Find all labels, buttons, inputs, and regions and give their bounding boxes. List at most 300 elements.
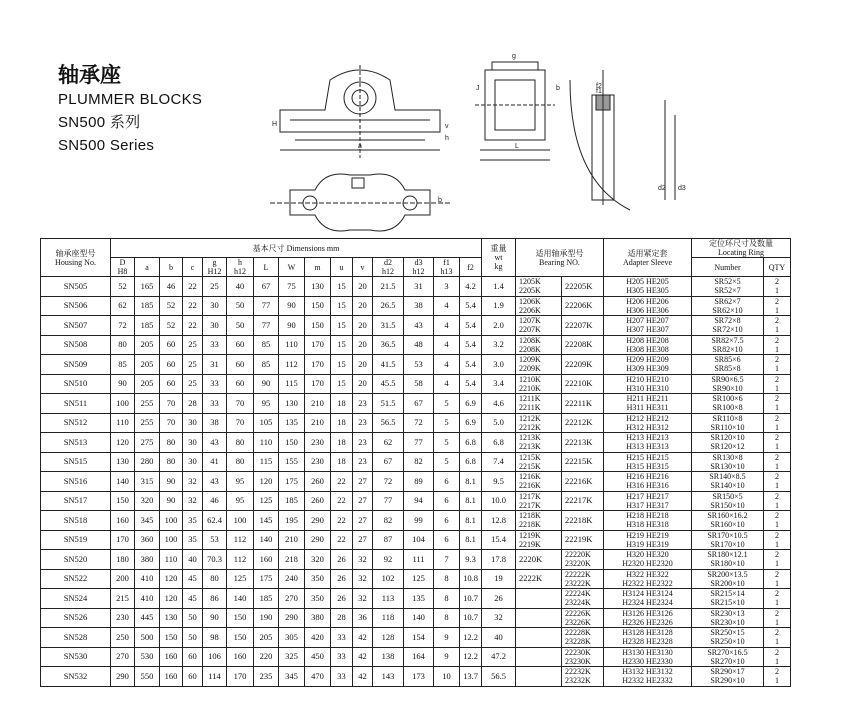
weight-cell: 40: [482, 628, 516, 648]
dim-cell: 530: [135, 647, 160, 667]
dim-cell: 6.9: [460, 394, 482, 414]
dim-cell: 9.3: [460, 550, 482, 570]
dim-cell: 15: [331, 355, 353, 375]
dim-cell: 112: [279, 355, 305, 375]
dim-cell: 50: [227, 316, 254, 336]
dim-cell: 33: [203, 394, 227, 414]
dim-cell: 140: [404, 608, 434, 628]
label-g: g: [512, 53, 516, 60]
table-row: [41, 433, 791, 453]
label-side-b: b: [556, 85, 560, 92]
dim-cell: 77: [254, 296, 279, 316]
dim-cell: 41.5: [373, 355, 404, 375]
label-a: a: [358, 143, 362, 150]
housing-no-cell: SN511: [41, 394, 111, 414]
bearing-cell: [516, 628, 562, 648]
series-english: SN500 Series: [58, 137, 155, 154]
dim-cell: 27: [353, 511, 373, 531]
dim-cell: 550: [135, 667, 160, 687]
dim-cell: 45: [183, 589, 203, 609]
ring-number-cell: SR270×16.5 SR270×10: [692, 647, 764, 667]
ring-number-cell: SR130×8 SR130×10: [692, 452, 764, 472]
dim-cell: 31: [203, 355, 227, 375]
ring-qty-cell: 2 1: [764, 296, 791, 316]
bearing2-cell: 22232K 23232K: [562, 667, 604, 687]
dim-cell: 130: [160, 608, 183, 628]
dim-cell: 22: [183, 316, 203, 336]
dim-cell: 70: [160, 394, 183, 414]
dim-cell: 80: [160, 452, 183, 472]
dim-cell: 110: [279, 335, 305, 355]
bearing2-cell: 22224K 23224K: [562, 589, 604, 609]
table-row: [41, 452, 791, 472]
dim-cell: 13.7: [460, 667, 482, 687]
dim-cell: 6: [434, 491, 460, 511]
dim-cell: 26: [331, 569, 353, 589]
dim-cell: 8: [434, 589, 460, 609]
dim-cell: 4: [434, 374, 460, 394]
dim-cell: 205: [254, 628, 279, 648]
bearing-cell: 1212K 2212K: [516, 413, 562, 433]
dim-cell: 4: [434, 296, 460, 316]
dim-cell: 6: [434, 511, 460, 531]
dim-cell: 43: [404, 316, 434, 336]
dim-cell: 10.7: [460, 589, 482, 609]
dim-cell: 33: [203, 374, 227, 394]
dim-cell: 100: [160, 511, 183, 531]
dim-cell: 230: [305, 433, 331, 453]
ring-number-cell: SR290×17 SR290×10: [692, 667, 764, 687]
dim-cell: 325: [279, 647, 305, 667]
dim-cell: 90: [160, 491, 183, 511]
dim-cell: 6.8: [460, 433, 482, 453]
dim-cell: 380: [305, 608, 331, 628]
dim-cell: 218: [279, 550, 305, 570]
dim-cell: 30: [203, 316, 227, 336]
dim-cell: 160: [111, 511, 135, 531]
dim-cell: 230: [305, 452, 331, 472]
dim-cell: 150: [227, 628, 254, 648]
ring-qty-cell: 2 1: [764, 374, 791, 394]
bearing-cell: 2220K: [516, 550, 562, 570]
dim-cell: 90: [203, 608, 227, 628]
adapter-cell: H212 HE212 H312 HE312: [604, 413, 692, 433]
dim-cell: 270: [279, 589, 305, 609]
table-row: [41, 550, 791, 570]
dim-cell: 9: [434, 628, 460, 648]
ring-qty-cell: 2 1: [764, 608, 791, 628]
dim-cell: 35: [183, 530, 203, 550]
dim-cell: 350: [305, 569, 331, 589]
housing-no-cell: SN506: [41, 296, 111, 316]
ring-number-cell: SR72×8 SR72×10: [692, 316, 764, 336]
dim-cell: 22: [183, 277, 203, 297]
dim-cell: 160: [227, 647, 254, 667]
dim-cell: 18: [331, 394, 353, 414]
dim-cell: 90: [160, 472, 183, 492]
dim-cell: 12.2: [460, 647, 482, 667]
ring-number-cell: SR150×5 SR150×10: [692, 491, 764, 511]
title-block: [58, 62, 202, 157]
dim-cell: 112: [227, 530, 254, 550]
table-row: [41, 355, 791, 375]
dim-cell: 20: [353, 316, 373, 336]
dim-cell: 185: [254, 589, 279, 609]
dim-cell: 50: [227, 296, 254, 316]
ring-number-cell: SR62×7 SR62×10: [692, 296, 764, 316]
dim-cell: 67: [404, 394, 434, 414]
dim-cell: 170: [305, 355, 331, 375]
dim-cell: 60: [160, 355, 183, 375]
dim-cell: 70.3: [203, 550, 227, 570]
dim-cell: 77: [254, 316, 279, 336]
dim-cell: 164: [404, 647, 434, 667]
dim-cell: 145: [254, 511, 279, 531]
label-f1: f1: [596, 88, 602, 95]
ring-number-cell: SR52×5 SR52×7: [692, 277, 764, 297]
dim-cell: 8.1: [460, 511, 482, 531]
dim-cell: 20: [353, 374, 373, 394]
dim-cell: 10.8: [460, 569, 482, 589]
dim-cell: 128: [373, 628, 404, 648]
weight-cell: 3.0: [482, 355, 516, 375]
dim-cell: 205: [135, 374, 160, 394]
dim-cell: 99: [404, 511, 434, 531]
bearing2-cell: 22206K: [562, 296, 604, 316]
dim-cell: 26: [331, 589, 353, 609]
dim-cell: 27: [353, 530, 373, 550]
bearing-cell: 1206K 2206K: [516, 296, 562, 316]
dim-cell: 155: [279, 452, 305, 472]
dim-cell: 210: [305, 394, 331, 414]
dim-cell: 58: [404, 374, 434, 394]
bearing2-cell: 22212K: [562, 413, 604, 433]
title-chinese: 轴承座: [58, 63, 121, 87]
weight-cell: 7.4: [482, 452, 516, 472]
bearing-cell: 2222K: [516, 569, 562, 589]
dim-cell: 445: [135, 608, 160, 628]
dim-cell: 100: [227, 511, 254, 531]
header-dim-4: g H12: [203, 258, 227, 277]
bearing2-cell: 22228K 23228K: [562, 628, 604, 648]
dim-cell: 195: [279, 511, 305, 531]
dim-cell: 345: [279, 667, 305, 687]
bearing-cell: 1213K 2213K: [516, 433, 562, 453]
dim-cell: 40: [227, 277, 254, 297]
adapter-cell: H3130 HE3130 H2330 HE2330: [604, 647, 692, 667]
dim-cell: 320: [305, 550, 331, 570]
dim-cell: 43: [203, 472, 227, 492]
header-ring-number: Number: [692, 258, 764, 277]
header-dim-11: d2 h12: [373, 258, 404, 277]
adapter-cell: H211 HE211 H311 HE311: [604, 394, 692, 414]
dim-cell: 15: [331, 335, 353, 355]
weight-cell: 2.0: [482, 316, 516, 336]
header-dim-8: m: [305, 258, 331, 277]
dim-cell: 85: [254, 355, 279, 375]
ring-number-cell: SR140×8.5 SR140×10: [692, 472, 764, 492]
bearing-cell: 1215K 2215K: [516, 452, 562, 472]
ring-qty-cell: 2 1: [764, 589, 791, 609]
dim-cell: 25: [183, 374, 203, 394]
bearing2-cell: 22215K: [562, 452, 604, 472]
dim-cell: 500: [135, 628, 160, 648]
header-housing: 轴承座型号 Housing No.: [41, 239, 111, 277]
ring-qty-cell: 2 1: [764, 511, 791, 531]
dim-cell: 150: [279, 433, 305, 453]
dim-cell: 80: [160, 433, 183, 453]
dim-cell: 280: [135, 452, 160, 472]
dim-cell: 113: [373, 589, 404, 609]
ring-number-cell: SR230×13 SR230×10: [692, 608, 764, 628]
bearing-cell: [516, 667, 562, 687]
dim-cell: 150: [160, 628, 183, 648]
dim-cell: 90: [279, 316, 305, 336]
dim-cell: 77: [404, 433, 434, 453]
dim-cell: 160: [160, 647, 183, 667]
table-row: [41, 413, 791, 433]
dim-cell: 15: [331, 277, 353, 297]
ring-qty-cell: 2 1: [764, 491, 791, 511]
header-dim-7: W: [279, 258, 305, 277]
dim-cell: 60: [183, 647, 203, 667]
dim-cell: 70: [227, 394, 254, 414]
dim-cell: 410: [135, 589, 160, 609]
label-L: L: [515, 143, 519, 150]
dim-cell: 18: [331, 433, 353, 453]
dim-cell: 185: [279, 491, 305, 511]
weight-cell: 9.5: [482, 472, 516, 492]
dim-cell: 115: [279, 374, 305, 394]
dim-cell: 170: [305, 335, 331, 355]
dim-cell: 60: [160, 335, 183, 355]
housing-no-cell: SN515: [41, 452, 111, 472]
dim-cell: 5.4: [460, 374, 482, 394]
dim-cell: 82: [373, 511, 404, 531]
adapter-cell: H3128 HE3128 H2328 HE2328: [604, 628, 692, 648]
dim-cell: 28: [183, 394, 203, 414]
dim-cell: 150: [305, 296, 331, 316]
label-H: H: [272, 121, 278, 128]
dim-cell: 48: [404, 335, 434, 355]
weight-cell: 26: [482, 589, 516, 609]
adapter-cell: H3126 HE3126 H2326 HE2326: [604, 608, 692, 628]
ring-qty-cell: 2 1: [764, 433, 791, 453]
housing-no-cell: SN526: [41, 608, 111, 628]
adapter-cell: H218 HE218 H318 HE318: [604, 511, 692, 531]
dim-cell: 95: [227, 472, 254, 492]
housing-no-cell: SN517: [41, 491, 111, 511]
ring-qty-cell: 2 1: [764, 355, 791, 375]
dim-cell: 28: [331, 608, 353, 628]
ring-number-cell: SR85×6 SR85×8: [692, 355, 764, 375]
label-b: b: [438, 197, 442, 204]
dim-cell: 70: [160, 413, 183, 433]
bearing-cell: 1205K 2205K: [516, 277, 562, 297]
adapter-cell: H219 HE219 H319 HE319: [604, 530, 692, 550]
dim-cell: 75: [279, 277, 305, 297]
dim-cell: 25: [183, 355, 203, 375]
ring-number-cell: SR170×10.5 SR170×10: [692, 530, 764, 550]
dim-cell: 104: [404, 530, 434, 550]
dim-cell: 360: [135, 530, 160, 550]
dim-cell: 150: [111, 491, 135, 511]
dim-cell: 46: [203, 491, 227, 511]
header-dim-9: u: [331, 258, 353, 277]
dim-cell: 8.1: [460, 472, 482, 492]
dim-cell: 31.5: [373, 316, 404, 336]
bearing-cell: 1217K 2217K: [516, 491, 562, 511]
ring-qty-cell: 2 1: [764, 316, 791, 336]
dim-cell: 170: [111, 530, 135, 550]
dim-cell: 111: [404, 550, 434, 570]
adapter-cell: H322 HE322 H2322 HE2322: [604, 569, 692, 589]
dim-cell: 32: [183, 472, 203, 492]
header-ring: 定位环尺寸及数量 Locating Ring: [692, 239, 791, 258]
adapter-cell: H215 HE215 H315 HE315: [604, 452, 692, 472]
weight-cell: 10.0: [482, 491, 516, 511]
dim-cell: 138: [373, 647, 404, 667]
bearing-cell: 1211K 2211K: [516, 394, 562, 414]
dim-cell: 185: [135, 296, 160, 316]
ring-qty-cell: 2 1: [764, 569, 791, 589]
dim-cell: 26.5: [373, 296, 404, 316]
table-row: [41, 296, 791, 316]
weight-cell: 32: [482, 608, 516, 628]
dim-cell: 30: [203, 296, 227, 316]
housing-no-cell: SN522: [41, 569, 111, 589]
housing-no-cell: SN532: [41, 667, 111, 687]
dim-cell: 60: [183, 667, 203, 687]
bearing2-cell: 22205K: [562, 277, 604, 297]
ring-qty-cell: 2 1: [764, 472, 791, 492]
label-d2: d2: [658, 185, 666, 192]
dim-cell: 62: [111, 296, 135, 316]
housing-no-cell: SN513: [41, 433, 111, 453]
ring-number-cell: SR160×16.2 SR160×10: [692, 511, 764, 531]
dim-cell: 33: [331, 628, 353, 648]
dim-cell: 200: [111, 569, 135, 589]
header-weight: 重量 wt kg: [482, 239, 516, 277]
dim-cell: 240: [279, 569, 305, 589]
bearing2-cell: 22211K: [562, 394, 604, 414]
bearing2-cell: 22230K 23230K: [562, 647, 604, 667]
weight-cell: 12.8: [482, 511, 516, 531]
dim-cell: 210: [279, 530, 305, 550]
dim-cell: 125: [254, 491, 279, 511]
label-f2: f2: [596, 83, 602, 90]
dim-cell: 4: [434, 335, 460, 355]
adapter-cell: H216 HE216 H316 HE316: [604, 472, 692, 492]
header-dim-1: a: [135, 258, 160, 277]
housing-no-cell: SN508: [41, 335, 111, 355]
table-row: [41, 530, 791, 550]
adapter-cell: H210 HE210 H310 HE310: [604, 374, 692, 394]
bearing2-cell: 22213K: [562, 433, 604, 453]
dim-cell: 106: [203, 647, 227, 667]
technical-drawings: [270, 40, 690, 240]
dim-cell: 180: [111, 550, 135, 570]
dim-cell: 22: [183, 296, 203, 316]
dim-cell: 89: [404, 472, 434, 492]
adapter-cell: H3124 HE3124 H2324 HE2324: [604, 589, 692, 609]
dim-cell: 120: [160, 589, 183, 609]
ring-qty-cell: 2 1: [764, 277, 791, 297]
dim-cell: 51.5: [373, 394, 404, 414]
bearing-cell: [516, 647, 562, 667]
housing-no-cell: SN516: [41, 472, 111, 492]
dim-cell: 7: [434, 550, 460, 570]
dim-cell: 42: [353, 647, 373, 667]
dim-cell: 215: [111, 589, 135, 609]
housing-no-cell: SN505: [41, 277, 111, 297]
table-row: [41, 394, 791, 414]
dim-cell: 6: [434, 530, 460, 550]
dim-cell: 190: [254, 608, 279, 628]
dim-cell: 43: [203, 433, 227, 453]
bearing-cell: 1219K 2219K: [516, 530, 562, 550]
dim-cell: 205: [135, 335, 160, 355]
header-dim-3: c: [183, 258, 203, 277]
weight-cell: 4.6: [482, 394, 516, 414]
dim-cell: 205: [135, 355, 160, 375]
dim-cell: 70: [227, 413, 254, 433]
dim-cell: 30: [183, 413, 203, 433]
dim-cell: 15: [331, 374, 353, 394]
dim-cell: 235: [254, 667, 279, 687]
header-bearing: 适用轴承型号 Bearing NO.: [516, 239, 604, 277]
dim-cell: 42: [353, 667, 373, 687]
dim-cell: 36.5: [373, 335, 404, 355]
dim-cell: 67: [254, 277, 279, 297]
dim-cell: 290: [279, 608, 305, 628]
housing-no-cell: SN509: [41, 355, 111, 375]
ring-qty-cell: 2 1: [764, 647, 791, 667]
dim-cell: 38: [203, 413, 227, 433]
dim-cell: 18: [331, 413, 353, 433]
bearing-cell: 1208K 2208K: [516, 335, 562, 355]
header-dim-6: L: [254, 258, 279, 277]
dim-cell: 77: [373, 491, 404, 511]
dim-cell: 52: [160, 296, 183, 316]
dim-cell: 135: [279, 413, 305, 433]
dim-cell: 165: [135, 277, 160, 297]
weight-cell: 47.2: [482, 647, 516, 667]
label-v: v: [445, 123, 449, 130]
weight-cell: 1.9: [482, 296, 516, 316]
dim-cell: 135: [404, 589, 434, 609]
ring-number-cell: SR90×6.5 SR90×10: [692, 374, 764, 394]
ring-qty-cell: 2 1: [764, 452, 791, 472]
dim-cell: 255: [135, 394, 160, 414]
label-J: J: [476, 85, 480, 92]
table-row: [41, 589, 791, 609]
dim-cell: 100: [111, 394, 135, 414]
dim-cell: 345: [135, 511, 160, 531]
bearing2-cell: 22207K: [562, 316, 604, 336]
dim-cell: 270: [111, 647, 135, 667]
dim-cell: 100: [160, 530, 183, 550]
adapter-cell: H320 HE320 H2320 HE2320: [604, 550, 692, 570]
dim-cell: 170: [227, 667, 254, 687]
table-row: [41, 511, 791, 531]
dim-cell: 120: [160, 569, 183, 589]
dim-cell: 90: [111, 374, 135, 394]
dim-cell: 220: [254, 647, 279, 667]
ring-number-cell: SR82×7.5 SR82×10: [692, 335, 764, 355]
dim-cell: 38: [404, 296, 434, 316]
dim-cell: 275: [135, 433, 160, 453]
